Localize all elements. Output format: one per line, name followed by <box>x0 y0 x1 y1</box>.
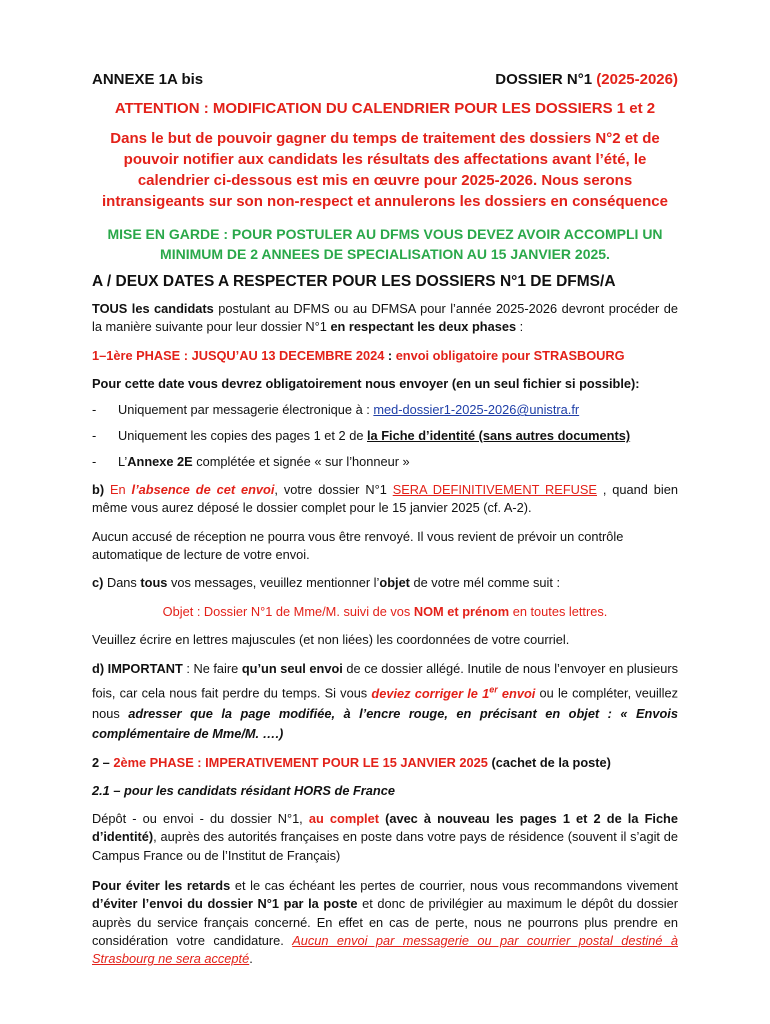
objet-line <box>92 603 678 621</box>
phase1-intro: Pour cette date vous devrez obligatoirement nous envoyer (en un seul fichier si possible): <box>92 375 640 391</box>
phase1-suffix: envoi obligatoire pour STRASBOURG <box>395 347 625 363</box>
depot-text1: Dépôt - ou envoi - du dossier N°1, <box>92 811 309 827</box>
header-line <box>92 70 678 90</box>
intro-notice: Dans le but de pouvoir gagner du temps de traitement des dossiers N°2 et de pouvoir notifier aux candidats les résultats des affectations avant l’été, le calendrier ci-dessous est mis en œuvre pour 2025-2026. Nous serons intransigeants sur son non-respect et annulerons les dossiers en conséquence <box>102 130 668 210</box>
depot-text2: (avec à nouveau les pages 1 et 2 de la Fiche d’identité) <box>92 811 678 845</box>
paragraph-depot <box>92 810 678 865</box>
bullet-annexe-content <box>118 453 410 471</box>
label-d: d) IMPORTANT <box>92 661 183 677</box>
bullet-email <box>92 401 678 419</box>
dossier-year: (2025-2026) <box>596 71 678 88</box>
paragraph-b <box>92 481 678 518</box>
bullet-dash: - <box>92 402 97 418</box>
b-refuse: SERA DEFINITIVEMENT REFUSE <box>392 482 597 498</box>
depot-au-complet: au complet <box>308 811 379 827</box>
section-a-heading: A / DEUX DATES A RESPECTER POUR LES DOSSIERS N°1 DE DFMS/A <box>92 273 616 290</box>
retards-text1: et le cas échéant les pertes de courrier, nous vous recommandons vivement <box>230 878 678 894</box>
retards-bold1: Pour éviter les retards <box>92 878 231 894</box>
label-c: c) <box>92 575 104 591</box>
b-absence: l’absence de cet envoi <box>131 482 275 498</box>
c-tous: tous <box>140 575 168 591</box>
bullet-copies-content <box>118 427 630 445</box>
email-link[interactable]: med-dossier1-2025-2026@unistra.fr <box>373 402 580 418</box>
phase2-label: 2ème PHASE : IMPERATIVEMENT POUR LE 15 JANVIER 2025 <box>113 754 488 770</box>
objet-nom-prenom: NOM et prénom <box>413 603 510 619</box>
b-red-en: En <box>110 482 132 498</box>
c-text1: Dans <box>103 575 141 591</box>
fiche-identite-underlined: la Fiche d’identité (sans autres documents) <box>367 428 631 444</box>
warning-notice: MISE EN GARDE : POUR POSTULER AU DFMS VOUS DEVEZ AVOIR ACCOMPLI UN MINIMUM DE 2 ANNEES DE SPECIALISATION AU 15 JANVIER 2025. <box>107 226 663 262</box>
d-corriger-text: deviez corriger le 1 <box>371 685 490 701</box>
phase2-suffix: (cachet de la poste) <box>487 754 611 770</box>
phase1-label: 1ère PHASE : JUSQU’AU 13 DECEMBRE 2024 <box>106 347 385 363</box>
d-adresser: adresser que la page modifiée, à l’encre rouge, en précisant en objet : « Envois complémentaire de Mme/M. ….) <box>92 705 678 741</box>
d-text2: de ce dossier allégé. Inutile de nous l’envoyer en plusieurs fois, car cela nous fait perdre du temps. Si vous <box>92 661 679 701</box>
paragraph-c <box>92 574 678 592</box>
retards-red-notice: Aucun envoi par messagerie ou par courrier postal destiné à Strasbourg ne sera accepté <box>92 932 679 967</box>
bullet-email-content <box>118 401 579 419</box>
d-corriger <box>371 686 535 701</box>
all-candidates-bold: TOUS les candidats <box>92 301 214 316</box>
bullet-dash: - <box>92 428 97 444</box>
retards-bold2: d’éviter l’envoi du dossier N°1 par la poste <box>92 896 358 912</box>
bullet-annexe-pre: L’ <box>118 454 128 470</box>
attention-heading: ATTENTION : MODIFICATION DU CALENDRIER POUR LES DOSSIERS 1 et 2 <box>114 100 656 117</box>
phase2-prefix: 2 – <box>92 754 114 770</box>
objet-text2: en toutes lettres. <box>509 603 608 619</box>
bullet-email-text: Uniquement par messagerie électronique à : <box>118 402 374 418</box>
phase1-heading <box>92 347 678 365</box>
d-seul-envoi: qu’un seul envoi <box>241 661 343 677</box>
bullet-dash: - <box>92 454 97 470</box>
d-superscript: er <box>489 684 498 695</box>
paragraph-majuscules: Veuillez écrire en lettres majuscules (et non liées) les coordonnées de votre courriel. <box>92 631 570 647</box>
c-text3: de votre mél comme suit : <box>409 575 561 591</box>
c-text2: vos messages, veuillez mentionner l’ <box>167 575 380 591</box>
d-corriger-envoi: envoi <box>497 685 536 701</box>
b-text2: , quand bien même vous aurez déposé le dossier complet pour le 15 janvier 2025 (cf. A-2). <box>92 482 678 516</box>
objet-text1: Objet : Dossier N°1 de Mme/M. suivi de vos <box>162 603 414 619</box>
bullet-annexe <box>92 453 678 471</box>
d-text3: ou le compléter, veuillez nous <box>92 685 678 721</box>
dossier-label <box>495 70 678 90</box>
c-objet: objet <box>379 575 410 591</box>
subsection-2-1: 2.1 – pour les candidats résidant HORS de France <box>92 782 395 798</box>
phase1-sep: : <box>384 347 396 363</box>
retards-end: . <box>249 951 253 967</box>
label-b: b) <box>92 482 105 498</box>
paragraph-all-candidates <box>92 300 678 337</box>
phase1-prefix: 1– <box>92 347 107 363</box>
bullet-annexe-text: complétée et signée « sur l’honneur » <box>192 454 410 470</box>
paragraph-d <box>92 659 678 743</box>
bullet-copies-text: Uniquement les copies des pages 1 et 2 de <box>118 428 367 444</box>
bullet-copies <box>92 427 678 445</box>
two-phases-bold: en respectant les deux phases <box>330 319 517 335</box>
paragraph-retards <box>92 877 678 968</box>
d-text1: : Ne faire <box>182 661 242 677</box>
depot-text3: , auprès des autorités françaises en poste dans votre pays de résidence (souvent il s’agit de Campus France ou de l’Institut de Français) <box>92 829 678 863</box>
phase2-heading <box>92 754 678 772</box>
paragraph-accuse: Aucun accusé de réception ne pourra vous être renvoyé. Il vous revient de prévoir un contrôle automatique de lecture de votre envoi. <box>92 528 624 563</box>
document-content <box>92 70 678 969</box>
annexe-2e-bold: Annexe 2E <box>127 454 193 470</box>
all-candidates-text: postulant au DFMS ou au DFMSA pour l’année 2025-2026 devront procéder de la manière suivante pour leur dossier N°1 <box>92 301 678 335</box>
all-candidates-end: : <box>516 319 524 335</box>
annexe-label: ANNEXE 1A bis <box>92 71 204 88</box>
retards-text2: et donc de privilégier au maximum le dépôt du dossier auprès du service français concerné. En effet en cas de perte, nous ne pourrons plus prendre en considération votre candidature. <box>92 896 678 948</box>
b-text1: , votre dossier N°1 <box>274 482 393 498</box>
dossier-number: DOSSIER N°1 <box>495 71 593 88</box>
